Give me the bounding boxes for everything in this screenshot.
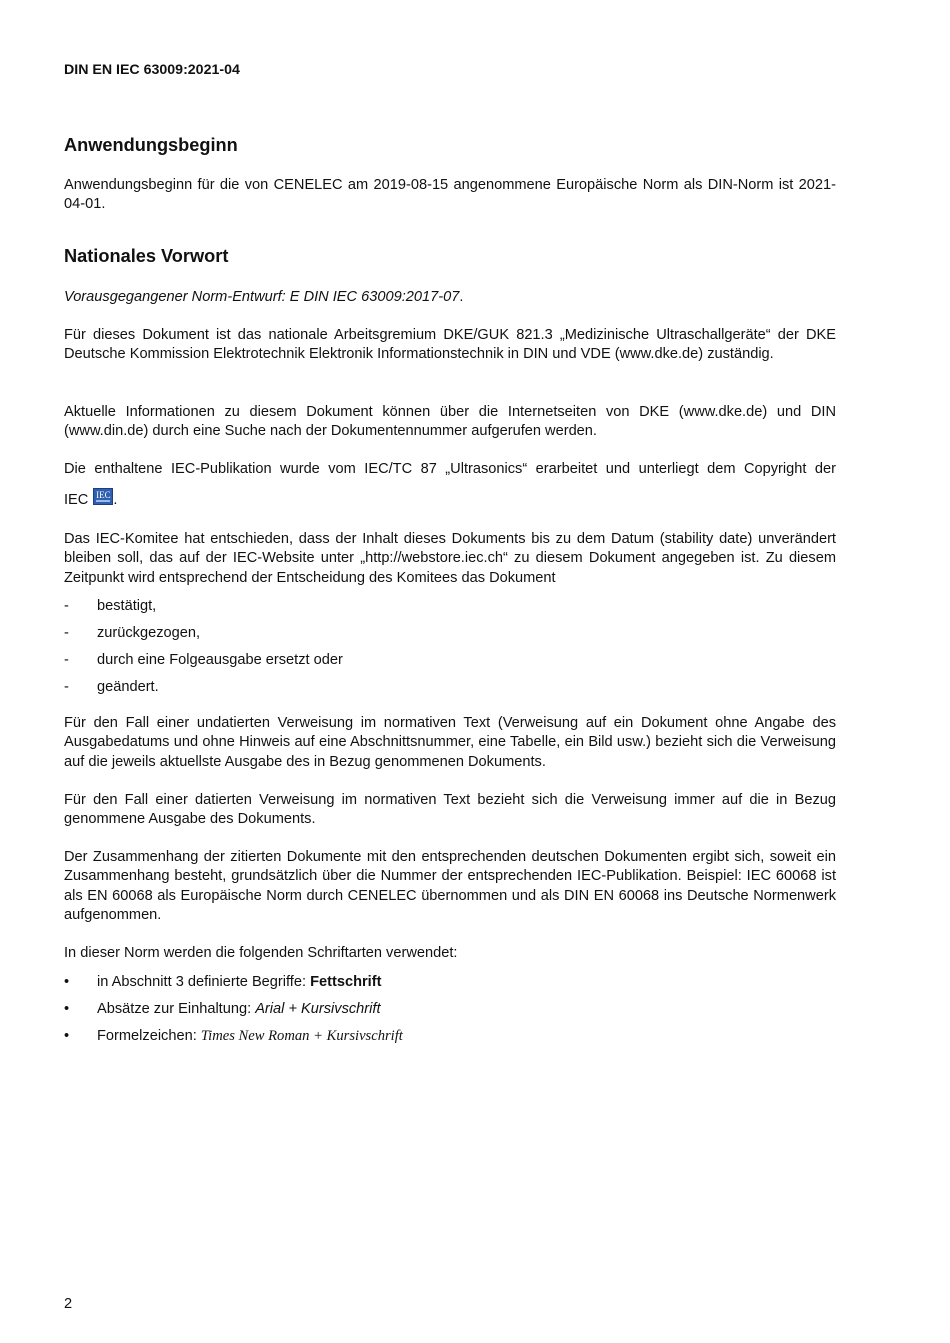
list-item-text: geändert.	[97, 679, 159, 695]
bullet-prefix: Absätze zur Einhaltung:	[97, 1001, 256, 1017]
paragraph-stability-date: Das IEC-Komitee hat entschieden, dass der Inhalt dieses Dokuments bis zu dem Datum (stability date) unverändert bleiben soll, das auf der IEC-Website unter „http://webstore.iec.ch“ zu diesem Dokument angegeben ist. Zu diesem Zeitpunkt wird entsprechend der Entscheidung des Komitees das Dokument	[64, 531, 836, 586]
iec-text: IEC	[64, 492, 89, 508]
paragraph-current-info: Aktuelle Informationen zu diesem Dokument können über die Internetseiten von DKE (www.dke.de) und DIN (www.din.de) durch eine Suche nach der Dokumentennummer aufgerufen werden.	[64, 404, 836, 440]
list-item-text: bestätigt,	[97, 598, 157, 614]
list-item-text: zurückgezogen,	[97, 625, 201, 641]
list-item-text	[97, 973, 381, 992]
heading-nationales-vorwort: Nationales Vorwort	[64, 246, 229, 266]
paragraph-fonts-intro: In dieser Norm werden die folgenden Schriftarten verwendet:	[64, 945, 458, 961]
dash-marker: -	[64, 652, 69, 668]
italic-sample: Arial + Kursivschrift	[255, 1001, 381, 1017]
paragraph-undated-reference: Für den Fall einer undatierten Verweisung im normativen Text (Verweisung auf ein Dokument ohne Angabe des Ausgabedatums und ohne Hinweis auf eine Abschnittsnummer, eine Tabelle, ein Bild usw.) bezieht sich die Verweisung auf die jeweils aktuellste Ausgabe des in Bezug genommenen Dokuments.	[64, 715, 836, 770]
bullet-prefix: Formelzeichen:	[97, 1028, 201, 1044]
bullet-marker: •	[64, 1028, 70, 1044]
previous-draft-end: .	[459, 289, 464, 305]
document-header-id: DIN EN IEC 63009:2021-04	[64, 62, 240, 78]
dash-marker: -	[64, 679, 69, 695]
dash-marker: -	[64, 625, 69, 641]
paragraph-document-correlation: Der Zusammenhang der zitierten Dokumente mit den entsprechenden deutschen Dokumenten ergibt sich, soweit ein Zusammenhang besteht, grundsätzlich über die Nummer der entsprechenden IEC-Publikation. Beispiel: IEC 60068 ist als EN 60068 als Europäische Norm durch CENELEC übernommen und als DIN EN 60068 ins Deutsche Normenwerk aufgenommen.	[64, 849, 836, 924]
paragraph-anwendungsbeginn: Anwendungsbeginn für die von CENELEC am 2019-08-15 angenommene Europäische Norm als DIN-Norm ist 2021-04-01.	[64, 177, 836, 213]
list-item-text	[97, 1000, 381, 1019]
paragraph-committee: Für dieses Dokument ist das nationale Arbeitsgremium DKE/GUK 821.3 „Medizinische Ultraschallgeräte“ der DKE Deutsche Kommission Elektrotechnik Elektronik Informationstechnik in DIN und VDE (www.dke.de) zuständig.	[64, 327, 836, 363]
serif-italic-sample: Times New Roman + Kursivschrift	[200, 1028, 403, 1044]
paragraph-dated-reference: Für den Fall einer datierten Verweisung im normativen Text bezieht sich die Verweisung immer auf die in Bezug genommene Ausgabe des Dokuments.	[64, 792, 836, 828]
bullet-prefix: in Abschnitt 3 definierte Begriffe:	[97, 974, 311, 990]
bullet-marker: •	[64, 1001, 70, 1017]
heading-anwendungsbeginn: Anwendungsbeginn	[64, 135, 238, 155]
bullet-marker: •	[64, 974, 70, 990]
list-item-text: durch eine Folgeausgabe ersetzt oder	[97, 652, 343, 668]
paragraph-iec-publication-line2	[64, 488, 836, 510]
page-number: 2	[64, 1296, 73, 1312]
bold-sample: Fettschrift	[310, 974, 382, 990]
paragraph-previous-draft	[64, 288, 836, 307]
paragraph-iec-publication-line1: Die enthaltene IEC-Publikation wurde vom IEC/TC 87 „Ultrasonics“ erarbeitet und unterliegt dem Copyright der	[64, 461, 836, 477]
iec-logo-icon: IEC	[93, 488, 113, 505]
previous-draft-text: Vorausgegangener Norm-Entwurf: E DIN IEC 63009:2017-07	[64, 289, 460, 305]
iec-line-end: .	[113, 492, 118, 508]
list-item-text	[97, 1027, 403, 1046]
dash-marker: -	[64, 598, 69, 614]
